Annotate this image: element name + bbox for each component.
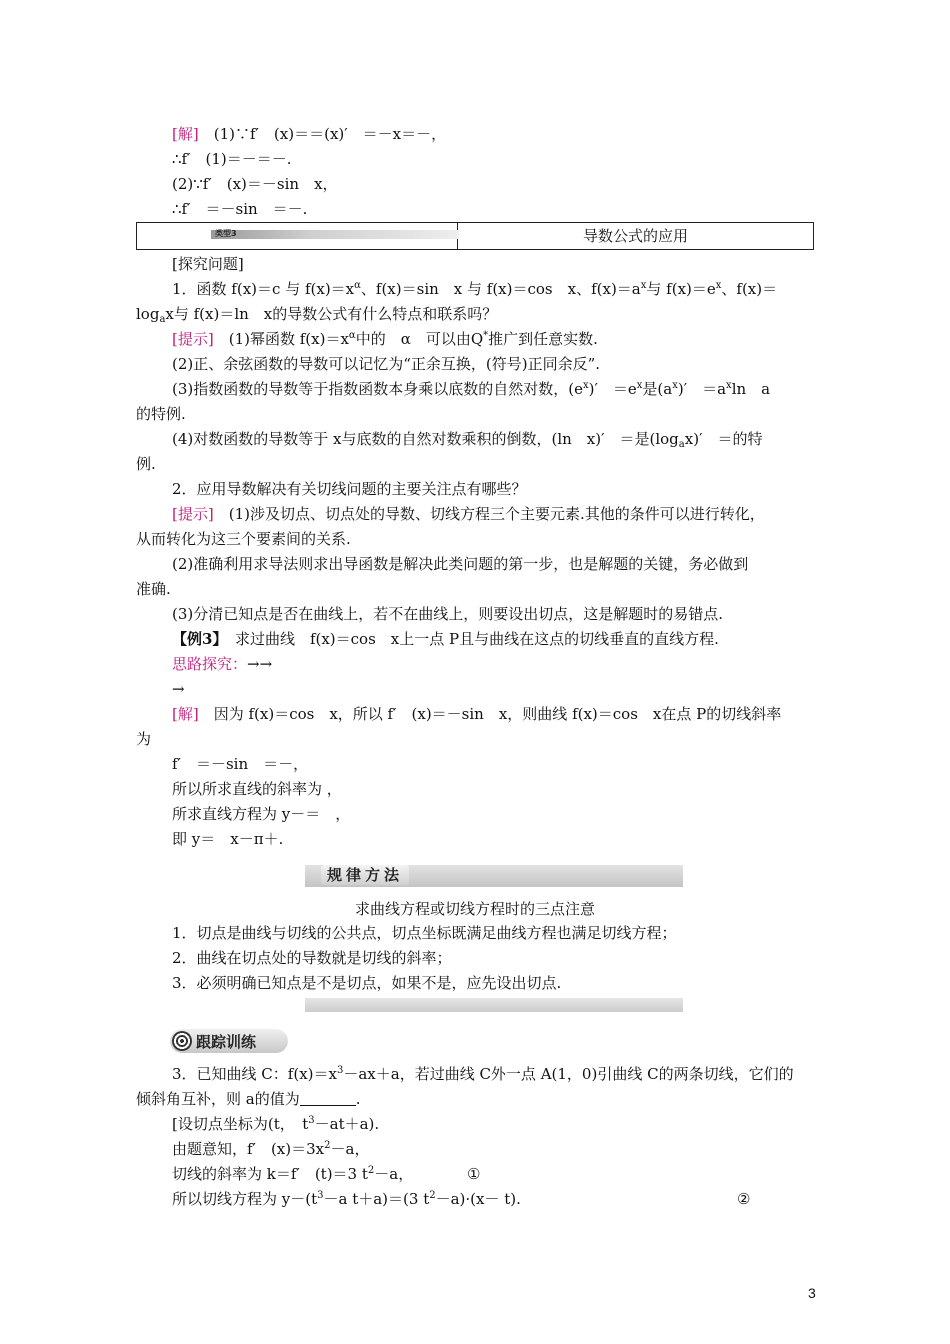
exercise-3-answer-4: 所以切线方程为 $y-(t^3-a$ t＋a)＝(3 $t^2-a)\cdot(x- t)$. — [172, 1190, 521, 1208]
answer-blank[interactable] — [300, 1091, 356, 1106]
method-bottom-bar — [305, 998, 683, 1012]
type-label-cell — [137, 223, 458, 249]
hint-1-line-3: (3)指数函数的导数等于指数函数本身乘以底数的自然对数，$(e^x)'$ $=e^x$是$(a^x)'$ $=a^x\ln$ a — [172, 380, 771, 398]
example-3-solution-3: f′ ＝－sin ＝－， — [172, 755, 309, 773]
exercise-3-line-2: 倾斜角互补，则 a的值为 . — [136, 1090, 361, 1108]
idea-line: 思路探究：→→ — [172, 655, 273, 673]
example-3-question: 【例3】 求过曲线 f(x)＝cos x上一点 P且与曲线在这点的切线垂直的直线方程. — [172, 630, 719, 648]
method-banner — [305, 865, 683, 887]
example-3-solution-5: 所求直线方程为 y－＝ ， — [172, 805, 351, 823]
type-bar-decoration — [211, 230, 459, 239]
hint-1-line-5: (4)对数函数的导数等于 x与底数的自然对数乘积的倒数，(ln x)′ ＝是$(\log_ax)'$ ＝的特 — [172, 430, 763, 450]
type-header-box — [136, 222, 814, 250]
idea-arrow: → — [172, 680, 185, 698]
question-2: 2．应用导数解决有关切线问题的主要关注点有哪些？ — [172, 480, 527, 498]
hint-tag: [提示] — [172, 330, 214, 348]
solution-tag: [解] — [172, 705, 199, 723]
page-number: 3 — [808, 1285, 816, 1301]
hint-1-line-6: 例. — [136, 455, 156, 473]
exercise-3-answer-2: 由题意知，f′ $(x)=3x^2-a$， — [172, 1140, 370, 1158]
hint-1-line-4: 的特例. — [136, 405, 186, 423]
tracking-badge — [170, 1029, 288, 1053]
example-3-solution-4: 所以所求直线的斜率为 ， — [172, 780, 342, 798]
example-3-solution-6: 即 y＝ x－π＋. — [172, 830, 284, 848]
explore-heading: [探究问题] — [172, 255, 244, 273]
question-1-line-1: 1．函数 f(x)＝c 与 $f(x)=x^\alpha$、f(x)＝sin x 与 f(x)＝cos x、$f(x)=a^x$与 $f(x)=e^x$、f(x)＝ — [172, 280, 778, 298]
method-item-3: 3．必须明确已知点是不是切点，如果不是，应先设出切点. — [172, 974, 562, 992]
hint-2-line-4: 准确. — [136, 580, 171, 598]
tracking-badge-label: 跟踪训练 — [196, 1032, 257, 1051]
hint-1-line-1: [提示] (1)幂函数 $f(x)=x^\alpha$中的 α 可以由Q*推广到任意实数. — [172, 330, 598, 348]
question-1-line-2: $\log_ax$与 f(x)＝ln x的导数公式有什么特点和联系吗？ — [136, 305, 498, 325]
idea-label: 思路探究： — [172, 655, 248, 673]
exercise-3-line-1: 3．已知曲线 C：$f(x)=x^3-ax+a$，若过曲线 C外一点 A(1，0)引曲线 C的两条切线，它们的 — [172, 1065, 794, 1083]
method-item-2: 2．曲线在切点处的导数就是切线的斜率； — [172, 949, 452, 967]
hint-tag: [提示] — [172, 505, 214, 523]
solution-tag: [解] — [172, 125, 199, 143]
hint-1-line-2: (2)正、余弦函数的导数可以记忆为“正余互换，(符号)正同余反”. — [172, 355, 601, 373]
hint-2-line-1: [提示] (1)涉及切点、切点处的导数、切线方程三个主要元素.其他的条件可以进行转化， — [172, 505, 765, 523]
hint-2-line-3: (2)准确利用求导法则求出导函数是解决此类问题的第一步，也是解题的关键，务必做到 — [172, 555, 749, 573]
method-item-1: 1．切点是曲线与切线的公共点，切点坐标既满足曲线方程也满足切线方程； — [172, 924, 677, 942]
hint-2-line-2: 从而转化为这三个要素间的关系. — [136, 530, 351, 548]
equation-mark-1: ① — [467, 1165, 481, 1183]
exercise-3-answer-1: [设切点坐标为(t， $t^3-at+a$). — [172, 1115, 380, 1133]
exercise-3-answer-3: 切线的斜率为 k＝f′ (t)＝3 $t^2-a$， — [172, 1165, 414, 1183]
method-banner-label: 规律方法 — [321, 865, 409, 885]
type-title: 导数公式的应用 — [582, 227, 688, 245]
solution-line-4: ∴f′ ＝－sin ＝－. — [172, 200, 308, 218]
method-title: 求曲线方程或切线方程时的三点注意 — [354, 900, 595, 918]
example-tag: 【例3】 — [172, 630, 220, 648]
example-3-solution-1: [解] 因为 f(x)＝cos x，所以 f′ (x)＝－sin x，则曲线 f(x)＝cos x在点 P的切线斜率 — [172, 705, 782, 723]
hint-2-line-5: (3)分清已知点是否在曲线上，若不在曲线上，则要设出切点，这是解题时的易错点. — [172, 605, 724, 623]
equation-mark-2: ② — [737, 1190, 751, 1208]
solution-line-1: [解] (1)∵f′ (x)＝＝(x)′ ＝－x＝－， — [172, 125, 447, 143]
solution-line-3: (2)∵f′ (x)＝－sin x， — [172, 175, 338, 193]
example-3-solution-2: 为 — [136, 730, 152, 748]
solution-line-2: ∴f′ (1)＝－＝－. — [172, 150, 292, 168]
target-icon — [172, 1031, 192, 1051]
type-tag: 类型3 — [215, 229, 237, 238]
